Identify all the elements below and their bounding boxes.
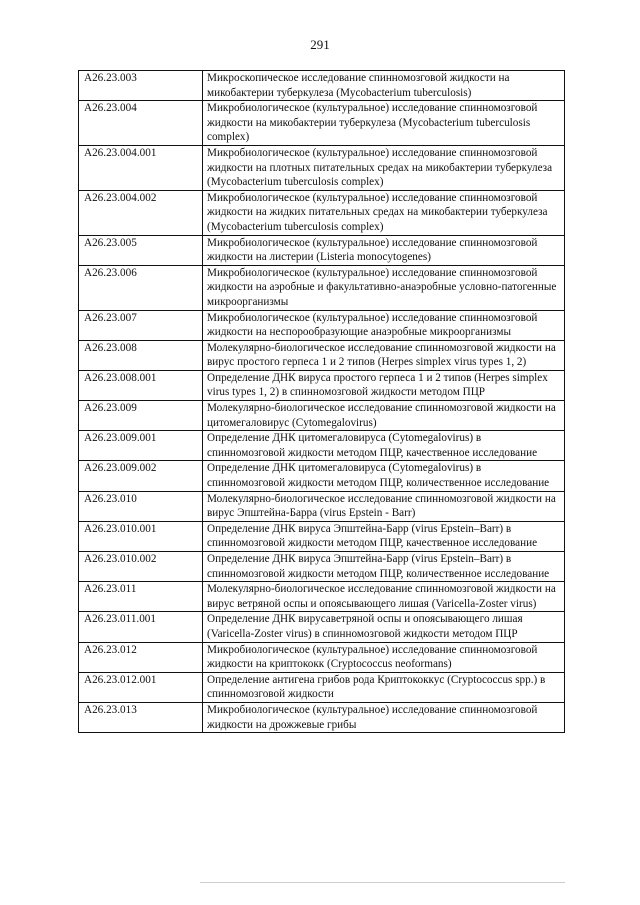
page-bottom-rule bbox=[200, 882, 565, 883]
service-code: A26.23.007 bbox=[79, 310, 203, 340]
service-description: Микробиологическое (культуральное) исследование спинномозговой жидкости на микобактерии туберкулеза (Mycobacterium tuberculosis complex) bbox=[203, 101, 565, 146]
service-code: A26.23.008.001 bbox=[79, 370, 203, 400]
service-description: Молекулярно-биологическое исследование спинномозговой жидкости на вирус простого герпеса 1 и 2 типов (Herpes simplex virus types 1, 2) bbox=[203, 340, 565, 370]
table-row bbox=[79, 401, 565, 431]
table-row bbox=[79, 521, 565, 551]
service-description: Микробиологическое (культуральное) исследование спинномозговой жидкости на листерии (Listeria monocytogenes) bbox=[203, 235, 565, 265]
service-description: Определение ДНК вирусаветряной оспы и опоясывающего лишая (Varicella-Zoster virus) в спинномозговой жидкости методом ПЦР bbox=[203, 612, 565, 642]
table-row bbox=[79, 431, 565, 461]
service-code: A26.23.011 bbox=[79, 582, 203, 612]
service-code: A26.23.010 bbox=[79, 491, 203, 521]
service-description: Микробиологическое (культуральное) исследование спинномозговой жидкости на дрожжевые грибы bbox=[203, 702, 565, 732]
service-description: Молекулярно-биологическое исследование спинномозговой жидкости на вирус Эпштейна-Барра (virus Epstein - Barr) bbox=[203, 491, 565, 521]
service-description: Определение ДНК вируса Эпштейна-Барр (virus Epstein–Barr) в спинномозговой жидкости методом ПЦР, качественное исследование bbox=[203, 521, 565, 551]
service-description: Определение ДНК цитомегаловируса (Cytomegalovirus) в спинномозговой жидкости методом ПЦР, качественное исследование bbox=[203, 431, 565, 461]
service-code: A26.23.004.002 bbox=[79, 190, 203, 235]
table-row bbox=[79, 340, 565, 370]
table-row bbox=[79, 71, 565, 101]
table-row bbox=[79, 642, 565, 672]
table-row bbox=[79, 265, 565, 310]
service-code: A26.23.009.001 bbox=[79, 431, 203, 461]
table-row bbox=[79, 145, 565, 190]
table-row bbox=[79, 582, 565, 612]
page-number: 291 bbox=[310, 37, 330, 52]
service-description: Определение ДНК вируса Эпштейна-Барр (virus Epstein–Barr) в спинномозговой жидкости методом ПЦР, количественное исследование bbox=[203, 552, 565, 582]
service-code: A26.23.012 bbox=[79, 642, 203, 672]
table-row bbox=[79, 612, 565, 642]
service-code: A26.23.008 bbox=[79, 340, 203, 370]
table-row bbox=[79, 101, 565, 146]
service-code: A26.23.004 bbox=[79, 101, 203, 146]
table-row bbox=[79, 552, 565, 582]
service-code: A26.23.006 bbox=[79, 265, 203, 310]
service-code: A26.23.004.001 bbox=[79, 145, 203, 190]
table-row bbox=[79, 491, 565, 521]
table-row bbox=[79, 461, 565, 491]
service-description: Микроскопическое исследование спинномозговой жидкости на микобактерии туберкулеза (Mycobacterium tuberculosis) bbox=[203, 71, 565, 101]
service-code: A26.23.009.002 bbox=[79, 461, 203, 491]
service-code: A26.23.013 bbox=[79, 702, 203, 732]
service-description: Определение ДНК цитомегаловируса (Cytomegalovirus) в спинномозговой жидкости методом ПЦР, количественное исследование bbox=[203, 461, 565, 491]
table-row bbox=[79, 310, 565, 340]
service-code: A26.23.012.001 bbox=[79, 672, 203, 702]
service-code: A26.23.005 bbox=[79, 235, 203, 265]
table-row bbox=[79, 190, 565, 235]
service-code: A26.23.003 bbox=[79, 71, 203, 101]
service-description: Микробиологическое (культуральное) исследование спинномозговой жидкости на плотных питательных средах на микобактерии туберкулеза (Mycobacterium tuberculosis complex) bbox=[203, 145, 565, 190]
service-description: Микробиологическое (культуральное) исследование спинномозговой жидкости на криптококк (Cryptococcus neoformans) bbox=[203, 642, 565, 672]
service-code: A26.23.010.002 bbox=[79, 552, 203, 582]
table-row bbox=[79, 370, 565, 400]
table-row bbox=[79, 672, 565, 702]
service-description: Микробиологическое (культуральное) исследование спинномозговой жидкости на жидких питательных средах на микобактерии туберкулеза (Mycobacterium tuberculosis complex) bbox=[203, 190, 565, 235]
service-description: Определение антигена грибов рода Криптококкус (Cryptococcus spp.) в спинномозговой жидкости bbox=[203, 672, 565, 702]
service-description: Микробиологическое (культуральное) исследование спинномозговой жидкости на аэробные и факультативно-анаэробные условно-патогенные микроорганизмы bbox=[203, 265, 565, 310]
service-description: Микробиологическое (культуральное) исследование спинномозговой жидкости на неспорообразующие анаэробные микроорганизмы bbox=[203, 310, 565, 340]
table-row bbox=[79, 235, 565, 265]
service-code-table bbox=[78, 70, 565, 733]
service-description: Молекулярно-биологическое исследование спинномозговой жидкости на вирус ветряной оспы и опоясывающего лишая (Varicella-Zoster virus) bbox=[203, 582, 565, 612]
service-description: Молекулярно-биологическое исследование спинномозговой жидкости на цитомегаловирус (Cytomegalovirus) bbox=[203, 401, 565, 431]
service-code: A26.23.009 bbox=[79, 401, 203, 431]
service-description: Определение ДНК вируса простого герпеса 1 и 2 типов (Herpes simplex virus types 1, 2) в спинномозговой жидкости методом ПЦР bbox=[203, 370, 565, 400]
table-row bbox=[79, 702, 565, 732]
service-code: A26.23.011.001 bbox=[79, 612, 203, 642]
service-code: A26.23.010.001 bbox=[79, 521, 203, 551]
